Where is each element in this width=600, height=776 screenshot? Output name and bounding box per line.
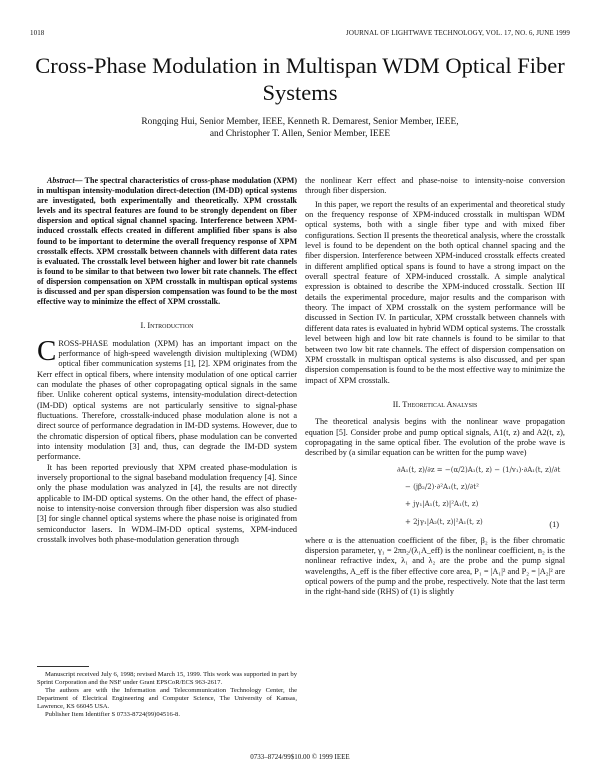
equation-1	[305, 465, 565, 531]
intro-paragraph-2-continued: the nonlinear Kerr effect and phase-noise to intensity-noise conversion through fiber dispersion.	[305, 176, 565, 196]
paper-title	[30, 52, 570, 106]
equation-line-4: + 2jγ₁|A₂(t, z)|²A₁(t, z)	[405, 517, 483, 526]
paper-title-text: Cross-Phase Modulation in Multispan WDM Optical Fiber Systems	[35, 53, 565, 105]
intro-paragraph-2: It has been reported previously that XPM created phase-modulation is inversely proportional to the signal baseband modulation frequency [4]. Since only the phase modulation was analyzed in [4], the results are not directly applicable to IM-DD optical systems. On the other hand, the effect of phase-noise to intensity-noise conversion through fiber dispersion was also studied [3] for single channel optical systems where the phase noise is originated from semiconductor lasers. In WDM–IM-DD optical systems, XPM-induced crosstalk involves both phase-modulation generation through	[37, 462, 297, 545]
theory-paragraph-2: where α is the attenuation coefficient of the fiber, β₂ is the fiber chromatic dispersion parameter, γ₁ = 2πn₂/(λ₁A_eff) is the nonlinear coefficient, n₂ is the nonlinear refractive index, λ₁ and λ₂ are the probe and the pump signal wavelengths, A_eff is the fiber effective core area, P₁ = |A₁|² and P₂ = |A₂|² are optical powers of the pump and the probe, respectively. Note that the last term in the right-hand side (RHS) of (1) is slightly	[305, 535, 565, 597]
equation-line-1: ∂A₁(t, z)/∂z = −(α/2)A₁(t, z) − (1/v₁)·∂A₁(t, z)/∂t	[397, 465, 561, 474]
footnote-affiliation: The authors are with the Information and Telecommunication Technology Center, the Department of Electrical Engineering and Computer Science, The University of Kansas, Lawrence, KS 66045 USA.	[37, 687, 297, 711]
footnote-manuscript: Manuscript received July 6, 1998; revised March 15, 1999. This work was supported in part by Sprint Corporation and the NSF under Grant EPSCoR/ECS 963-2617.	[37, 671, 297, 687]
right-column	[305, 176, 565, 598]
abstract-label: Abstract—	[47, 176, 83, 185]
journal-name: JOURNAL OF LIGHTWAVE TECHNOLOGY, VOL. 17, NO. 6, JUNE 1999	[346, 29, 570, 37]
theory-paragraph-1: The theoretical analysis begins with the nonlinear wave propagation equation [5]. Consider probe and pump optical signals, A1(t, z) and A2(t, z), copropagating in the same optical fiber. The evolution of the probe wave is described by (a similar equation can be written for the pump wave)	[305, 417, 565, 458]
author-list	[30, 117, 570, 140]
intro-paragraph-1-text: ROSS-PHASE modulation (XPM) has an important impact on the performance of high-speed wavelength division multiplexing (WDM) optical fiber communication systems [1], [2]. XPM originates from the Kerr effect in optical fibers, where intensity modulation of one optical carrier can modulate the phases of other copropagating optical signals in the same fiber. Unlike coherent optical systems, intensity-modulation direct-detection (IM-DD) optical systems are not particularly sensitive to signal-phase fluctuations. Therefore, crosstalk-induced phase modulation alone is not a direct source of performance degradation in IM-DD systems. However, due to the chromatic dispersion of optical fibers, phase modulation can be converted into intensity modulation [3] and, thus, can degrade the IM-DD system performance.	[37, 338, 297, 462]
footnote-block	[37, 666, 297, 720]
section-heading-introduction: I. Introduction	[140, 321, 194, 331]
equation-line-2: − (jβ₂/2)·∂²A₁(t, z)/∂t²	[405, 482, 479, 491]
intro-paragraph-3: In this paper, we report the results of an experimental and theoretical study on the frequency response of XPM-induced crosstalk in multispan WDM optical systems, both with a single fiber type and with mixed fiber configurations. Section II presents the theoretical analysis, where the crosstalk level is found to be dependent on the both optical channel spacing and the fiber dispersion. Interference between XPM-induced crosstalk effects created in different amplified optical spans is found to have a strong impact on the overall spectral feature of XPM-induced crosstalk. A simple analytical expression is obtained to describe the XPM-induced crosstalk. Section III details the experimental procedure, major results and the comparison with theory. The impact of XPM crosstalk on the system performance will be discussed in Section IV. In particular, XPM crosstalk between channels with different data rates is evaluated in hybrid WDM optical systems. The crosstalk level between high and low bit rate channels is found to be similar to that between two low bit rate channels. The effect of dispersion compensation on XPM crosstalk in multispan optical systems is also discussed, and per span dispersion compensation is found to be the most effective way to minimize the impact of XPM crosstalk.	[305, 199, 565, 385]
drop-cap: C	[37, 334, 57, 367]
footnote-identifier: Publisher Item Identifier S 0733-8724(99)04516-8.	[45, 711, 180, 719]
abstract	[37, 176, 297, 307]
running-header	[30, 29, 570, 41]
equation-line-3: + jγ₁|A₁(t, z)|²A₁(t, z)	[405, 499, 479, 508]
footnote-rule	[37, 666, 89, 667]
intro-paragraph-1	[37, 334, 297, 463]
section-heading-theory: II. Theoretical Analysis	[392, 399, 478, 409]
authors-line-2: and Christopher T. Allen, Senior Member, IEEE	[209, 128, 391, 139]
equation-number: (1)	[549, 519, 559, 529]
copyright-footer: 0733–8724/99$10.00 © 1999 IEEE	[250, 753, 350, 761]
abstract-text: The spectral characteristics of cross-phase modulation (XPM) in multispan intensity-modulation direct-detection (IM-DD) optical systems are investigated, both experimentally and theoretically. XPM crosstalk levels and its spectral features are found to be strongly dependent on fiber dispersion and optical signal channel spacing. Interference between XPM-induced crosstalk effects created in different amplified fiber spans is also found to be important to determine the overall frequency response of XPM crosstalk effects. XPM crosstalk between channels with different data rates is evaluated. The crosstalk level between higher and lower bit rate channels is found to be similar to that between two lower bit rate channels. The effect of dispersion compensation on XPM crosstalk in multispan optical systems is discussed and per span dispersion compensation was found to be the most effective way to minimize the effect of XPM crosstalk.	[37, 176, 297, 307]
left-column	[37, 176, 297, 545]
page-number: 1018	[30, 29, 45, 37]
authors-line-1: Rongqing Hui, Senior Member, IEEE, Kenneth R. Demarest, Senior Member, IEEE,	[141, 117, 459, 127]
